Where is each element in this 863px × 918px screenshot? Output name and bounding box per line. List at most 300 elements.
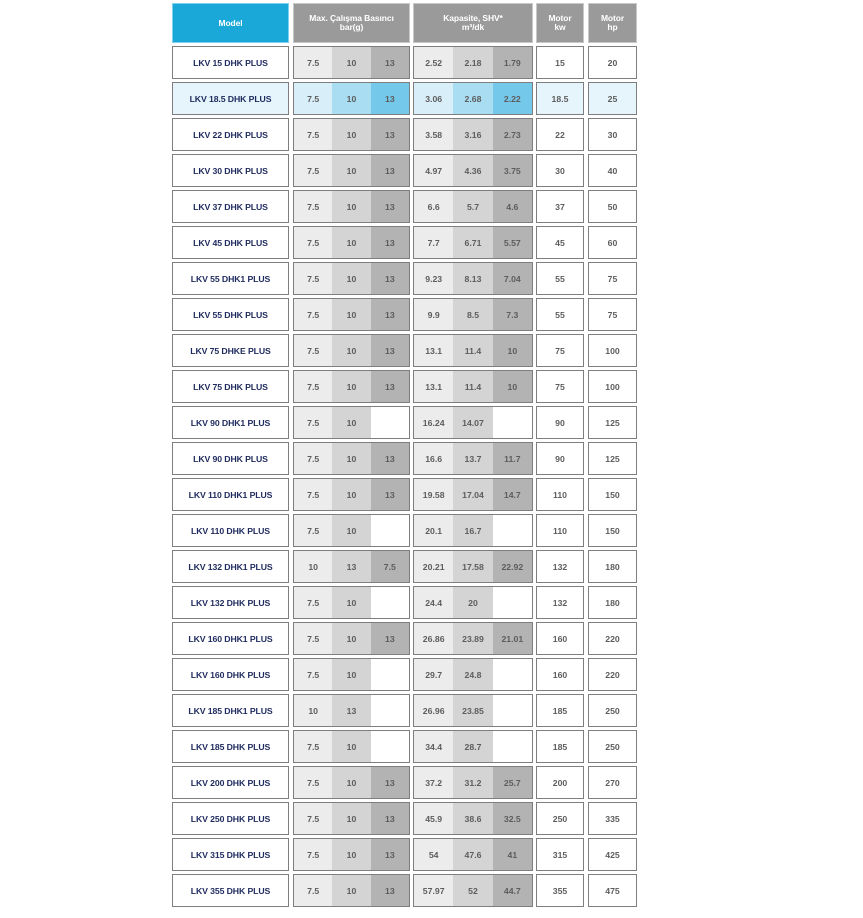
pressure-value: 13 bbox=[371, 191, 409, 222]
capacity-value: 5.7 bbox=[453, 191, 492, 222]
capacity-cell-group bbox=[413, 406, 533, 439]
pressure-cell-group bbox=[293, 514, 410, 547]
capacity-cell-group bbox=[413, 334, 533, 367]
capacity-value: 28.7 bbox=[453, 731, 492, 762]
pressure-cell-group bbox=[293, 838, 410, 871]
pressure-value: 10 bbox=[332, 443, 370, 474]
pressure-value: 10 bbox=[332, 299, 370, 330]
capacity-cell-group bbox=[413, 514, 533, 547]
pressure-value: 10 bbox=[332, 515, 370, 546]
pressure-cell-group bbox=[293, 478, 410, 511]
table-row bbox=[172, 550, 638, 583]
model-cell: LKV 15 DHK PLUS bbox=[172, 46, 289, 79]
capacity-cell-group bbox=[413, 118, 533, 151]
capacity-value: 11.7 bbox=[493, 443, 532, 474]
capacity-value: 2.52 bbox=[414, 47, 453, 78]
model-cell: LKV 37 DHK PLUS bbox=[172, 190, 289, 223]
table-row bbox=[172, 838, 638, 871]
pressure-value: 13 bbox=[371, 839, 409, 870]
pressure-cell-group bbox=[293, 802, 410, 835]
pressure-value bbox=[371, 731, 409, 762]
header-capacity-label: Kapasite, SHV* bbox=[443, 13, 503, 23]
motor-hp-cell: 30 bbox=[588, 118, 637, 151]
pressure-value: 13 bbox=[371, 371, 409, 402]
header-model bbox=[172, 3, 289, 43]
pressure-value bbox=[371, 587, 409, 618]
header-motor-kw-label: Motor bbox=[548, 13, 572, 23]
capacity-value: 22.92 bbox=[493, 551, 532, 582]
header-motor-hp-label: Motor bbox=[600, 13, 625, 23]
pressure-value: 7.5 bbox=[294, 227, 332, 258]
pressure-value bbox=[371, 659, 409, 690]
capacity-cell-group bbox=[413, 190, 533, 223]
header-model-label: Model bbox=[218, 17, 243, 28]
pressure-cell-group bbox=[293, 550, 410, 583]
capacity-value: 13.1 bbox=[414, 371, 453, 402]
capacity-value bbox=[493, 587, 532, 618]
motor-hp-cell: 40 bbox=[588, 154, 637, 187]
pressure-value: 7.5 bbox=[294, 191, 332, 222]
model-cell: LKV 75 DHK PLUS bbox=[172, 370, 289, 403]
capacity-value: 20 bbox=[453, 587, 492, 618]
model-cell: LKV 132 DHK1 PLUS bbox=[172, 550, 289, 583]
table-row bbox=[172, 118, 638, 151]
motor-kw-cell: 15 bbox=[536, 46, 584, 79]
pressure-cell-group bbox=[293, 334, 410, 367]
pressure-value: 13 bbox=[371, 299, 409, 330]
pressure-value bbox=[371, 695, 409, 726]
pressure-value: 10 bbox=[332, 731, 370, 762]
pressure-value: 7.5 bbox=[294, 803, 332, 834]
capacity-cell-group bbox=[413, 262, 533, 295]
motor-kw-cell: 75 bbox=[536, 370, 584, 403]
model-cell: LKV 75 DHKE PLUS bbox=[172, 334, 289, 367]
header-motor-kw-unit: kw bbox=[554, 22, 566, 32]
pressure-cell-group bbox=[293, 442, 410, 475]
capacity-value: 31.2 bbox=[453, 767, 492, 798]
pressure-cell-group bbox=[293, 874, 410, 907]
table-row bbox=[172, 298, 638, 331]
model-cell: LKV 110 DHK1 PLUS bbox=[172, 478, 289, 511]
motor-kw-cell: 185 bbox=[536, 694, 584, 727]
capacity-value: 8.13 bbox=[453, 263, 492, 294]
capacity-value: 1.79 bbox=[493, 47, 532, 78]
pressure-value: 10 bbox=[332, 335, 370, 366]
pressure-cell-group bbox=[293, 190, 410, 223]
capacity-value: 34.4 bbox=[414, 731, 453, 762]
capacity-value: 38.6 bbox=[453, 803, 492, 834]
pressure-value: 7.5 bbox=[294, 623, 332, 654]
pressure-value: 13 bbox=[332, 551, 370, 582]
capacity-value: 17.04 bbox=[453, 479, 492, 510]
pressure-value: 10 bbox=[294, 695, 332, 726]
pressure-value: 10 bbox=[332, 191, 370, 222]
capacity-value: 14.07 bbox=[453, 407, 492, 438]
pressure-cell-group bbox=[293, 766, 410, 799]
pressure-cell-group bbox=[293, 370, 410, 403]
capacity-value: 5.57 bbox=[493, 227, 532, 258]
motor-kw-cell: 37 bbox=[536, 190, 584, 223]
capacity-value: 44.7 bbox=[493, 875, 532, 906]
table-row bbox=[172, 406, 638, 439]
motor-kw-cell: 110 bbox=[536, 514, 584, 547]
motor-hp-cell: 180 bbox=[588, 586, 637, 619]
motor-hp-cell: 220 bbox=[588, 658, 637, 691]
pressure-value: 13 bbox=[371, 155, 409, 186]
pressure-value: 7.5 bbox=[294, 839, 332, 870]
motor-hp-cell: 425 bbox=[588, 838, 637, 871]
capacity-cell-group bbox=[413, 622, 533, 655]
motor-kw-cell: 55 bbox=[536, 262, 584, 295]
pressure-value: 10 bbox=[332, 803, 370, 834]
model-cell: LKV 22 DHK PLUS bbox=[172, 118, 289, 151]
model-cell: LKV 45 DHK PLUS bbox=[172, 226, 289, 259]
pressure-cell-group bbox=[293, 658, 410, 691]
pressure-value: 13 bbox=[371, 479, 409, 510]
capacity-value: 23.89 bbox=[453, 623, 492, 654]
capacity-value: 29.7 bbox=[414, 659, 453, 690]
pressure-cell-group bbox=[293, 262, 410, 295]
capacity-value: 4.6 bbox=[493, 191, 532, 222]
model-cell: LKV 90 DHK PLUS bbox=[172, 442, 289, 475]
model-cell: LKV 315 DHK PLUS bbox=[172, 838, 289, 871]
motor-kw-cell: 315 bbox=[536, 838, 584, 871]
table-row bbox=[172, 442, 638, 475]
pressure-value: 7.5 bbox=[294, 155, 332, 186]
capacity-value: 41 bbox=[493, 839, 532, 870]
motor-hp-cell: 250 bbox=[588, 694, 637, 727]
motor-kw-cell: 30 bbox=[536, 154, 584, 187]
table-row bbox=[172, 82, 638, 115]
capacity-cell-group bbox=[413, 766, 533, 799]
motor-hp-cell: 25 bbox=[588, 82, 637, 115]
capacity-value: 24.8 bbox=[453, 659, 492, 690]
capacity-value: 37.2 bbox=[414, 767, 453, 798]
pressure-value: 7.5 bbox=[294, 479, 332, 510]
capacity-value: 6.6 bbox=[414, 191, 453, 222]
pressure-value: 13 bbox=[332, 695, 370, 726]
capacity-value: 10 bbox=[493, 371, 532, 402]
table-row bbox=[172, 874, 638, 907]
capacity-value: 3.16 bbox=[453, 119, 492, 150]
pressure-value: 7.5 bbox=[294, 875, 332, 906]
pressure-value: 13 bbox=[371, 83, 409, 114]
pressure-value: 10 bbox=[332, 587, 370, 618]
motor-hp-cell: 100 bbox=[588, 334, 637, 367]
header-motor-hp-unit: hp bbox=[607, 22, 618, 32]
pressure-value: 13 bbox=[371, 767, 409, 798]
table-row bbox=[172, 262, 638, 295]
motor-kw-cell: 45 bbox=[536, 226, 584, 259]
pressure-value: 10 bbox=[332, 227, 370, 258]
pressure-value: 10 bbox=[332, 47, 370, 78]
pressure-value: 7.5 bbox=[294, 263, 332, 294]
table-row bbox=[172, 190, 638, 223]
capacity-value: 23.85 bbox=[453, 695, 492, 726]
pressure-value bbox=[371, 515, 409, 546]
motor-kw-cell: 110 bbox=[536, 478, 584, 511]
model-cell: LKV 18.5 DHK PLUS bbox=[172, 82, 289, 115]
pressure-value: 7.5 bbox=[294, 47, 332, 78]
capacity-value: 2.73 bbox=[493, 119, 532, 150]
capacity-value: 16.7 bbox=[453, 515, 492, 546]
motor-kw-cell: 132 bbox=[536, 550, 584, 583]
model-cell: LKV 30 DHK PLUS bbox=[172, 154, 289, 187]
model-cell: LKV 160 DHK1 PLUS bbox=[172, 622, 289, 655]
capacity-value: 16.24 bbox=[414, 407, 453, 438]
model-cell: LKV 355 DHK PLUS bbox=[172, 874, 289, 907]
motor-kw-cell: 185 bbox=[536, 730, 584, 763]
pressure-value: 13 bbox=[371, 335, 409, 366]
motor-hp-cell: 60 bbox=[588, 226, 637, 259]
capacity-value: 2.22 bbox=[493, 83, 532, 114]
capacity-value: 6.71 bbox=[453, 227, 492, 258]
pressure-value: 10 bbox=[332, 263, 370, 294]
capacity-cell-group bbox=[413, 550, 533, 583]
capacity-value: 10 bbox=[493, 335, 532, 366]
motor-hp-cell: 125 bbox=[588, 442, 637, 475]
capacity-cell-group bbox=[413, 586, 533, 619]
capacity-value bbox=[493, 515, 532, 546]
pressure-value: 7.5 bbox=[294, 119, 332, 150]
pressure-value: 13 bbox=[371, 623, 409, 654]
capacity-value: 20.21 bbox=[414, 551, 453, 582]
capacity-value bbox=[493, 695, 532, 726]
spec-table bbox=[172, 3, 638, 907]
table-row bbox=[172, 622, 638, 655]
pressure-cell-group bbox=[293, 622, 410, 655]
header-capacity-unit: m³/dk bbox=[461, 22, 485, 32]
pressure-value: 7.5 bbox=[294, 335, 332, 366]
capacity-value: 7.3 bbox=[493, 299, 532, 330]
pressure-cell-group bbox=[293, 226, 410, 259]
pressure-value: 10 bbox=[332, 623, 370, 654]
capacity-value: 13.7 bbox=[453, 443, 492, 474]
capacity-value: 25.7 bbox=[493, 767, 532, 798]
pressure-value: 7.5 bbox=[294, 731, 332, 762]
capacity-value bbox=[493, 659, 532, 690]
capacity-value: 14.7 bbox=[493, 479, 532, 510]
capacity-cell-group bbox=[413, 694, 533, 727]
motor-kw-cell: 75 bbox=[536, 334, 584, 367]
model-cell: LKV 90 DHK1 PLUS bbox=[172, 406, 289, 439]
model-cell: LKV 55 DHK PLUS bbox=[172, 298, 289, 331]
table-row bbox=[172, 514, 638, 547]
motor-hp-cell: 250 bbox=[588, 730, 637, 763]
pressure-value: 10 bbox=[332, 659, 370, 690]
table-row bbox=[172, 802, 638, 835]
capacity-value: 7.04 bbox=[493, 263, 532, 294]
table-body bbox=[172, 46, 638, 907]
motor-kw-cell: 18.5 bbox=[536, 82, 584, 115]
header-motor-hp bbox=[588, 3, 637, 43]
capacity-value: 3.58 bbox=[414, 119, 453, 150]
motor-kw-cell: 90 bbox=[536, 406, 584, 439]
pressure-value: 10 bbox=[332, 839, 370, 870]
pressure-value: 7.5 bbox=[294, 587, 332, 618]
header-pressure-label: Max. Çalışma Basıncı bbox=[309, 13, 394, 23]
capacity-cell-group bbox=[413, 226, 533, 259]
table-header bbox=[172, 3, 638, 43]
table-row bbox=[172, 766, 638, 799]
capacity-value: 4.97 bbox=[414, 155, 453, 186]
pressure-cell-group bbox=[293, 730, 410, 763]
capacity-value: 47.6 bbox=[453, 839, 492, 870]
pressure-cell-group bbox=[293, 82, 410, 115]
motor-kw-cell: 160 bbox=[536, 622, 584, 655]
capacity-cell-group bbox=[413, 658, 533, 691]
pressure-value: 13 bbox=[371, 443, 409, 474]
capacity-cell-group bbox=[413, 46, 533, 79]
model-cell: LKV 110 DHK PLUS bbox=[172, 514, 289, 547]
motor-kw-cell: 160 bbox=[536, 658, 584, 691]
pressure-value: 13 bbox=[371, 227, 409, 258]
header-pressure bbox=[293, 3, 410, 43]
motor-hp-cell: 100 bbox=[588, 370, 637, 403]
table-row bbox=[172, 730, 638, 763]
pressure-value: 7.5 bbox=[294, 83, 332, 114]
capacity-value: 16.6 bbox=[414, 443, 453, 474]
capacity-value: 54 bbox=[414, 839, 453, 870]
pressure-cell-group bbox=[293, 46, 410, 79]
capacity-value: 11.4 bbox=[453, 371, 492, 402]
capacity-value: 19.58 bbox=[414, 479, 453, 510]
capacity-value: 26.86 bbox=[414, 623, 453, 654]
pressure-value: 10 bbox=[332, 767, 370, 798]
capacity-cell-group bbox=[413, 478, 533, 511]
pressure-value: 10 bbox=[294, 551, 332, 582]
pressure-value: 10 bbox=[332, 407, 370, 438]
capacity-value: 32.5 bbox=[493, 803, 532, 834]
capacity-cell-group bbox=[413, 82, 533, 115]
capacity-value: 11.4 bbox=[453, 335, 492, 366]
capacity-value: 20.1 bbox=[414, 515, 453, 546]
pressure-value: 10 bbox=[332, 83, 370, 114]
pressure-value: 13 bbox=[371, 263, 409, 294]
capacity-cell-group bbox=[413, 370, 533, 403]
motor-kw-cell: 22 bbox=[536, 118, 584, 151]
pressure-cell-group bbox=[293, 694, 410, 727]
pressure-cell-group bbox=[293, 586, 410, 619]
capacity-value bbox=[493, 407, 532, 438]
table-row bbox=[172, 658, 638, 691]
pressure-value: 13 bbox=[371, 47, 409, 78]
pressure-value: 13 bbox=[371, 875, 409, 906]
table-row bbox=[172, 694, 638, 727]
table-row bbox=[172, 478, 638, 511]
motor-kw-cell: 355 bbox=[536, 874, 584, 907]
motor-hp-cell: 50 bbox=[588, 190, 637, 223]
motor-hp-cell: 150 bbox=[588, 478, 637, 511]
pressure-value: 13 bbox=[371, 803, 409, 834]
motor-hp-cell: 220 bbox=[588, 622, 637, 655]
table-row bbox=[172, 370, 638, 403]
pressure-value: 7.5 bbox=[294, 371, 332, 402]
pressure-value: 7.5 bbox=[371, 551, 409, 582]
header-motor-kw bbox=[536, 3, 584, 43]
pressure-value: 7.5 bbox=[294, 407, 332, 438]
motor-hp-cell: 475 bbox=[588, 874, 637, 907]
pressure-cell-group bbox=[293, 154, 410, 187]
motor-hp-cell: 125 bbox=[588, 406, 637, 439]
motor-hp-cell: 270 bbox=[588, 766, 637, 799]
motor-hp-cell: 20 bbox=[588, 46, 637, 79]
capacity-value: 57.97 bbox=[414, 875, 453, 906]
pressure-cell-group bbox=[293, 298, 410, 331]
capacity-value: 8.5 bbox=[453, 299, 492, 330]
pressure-cell-group bbox=[293, 406, 410, 439]
motor-kw-cell: 132 bbox=[536, 586, 584, 619]
motor-hp-cell: 75 bbox=[588, 298, 637, 331]
capacity-cell-group bbox=[413, 730, 533, 763]
table-row bbox=[172, 226, 638, 259]
motor-kw-cell: 90 bbox=[536, 442, 584, 475]
capacity-value: 3.75 bbox=[493, 155, 532, 186]
pressure-value: 7.5 bbox=[294, 443, 332, 474]
motor-kw-cell: 200 bbox=[536, 766, 584, 799]
capacity-cell-group bbox=[413, 298, 533, 331]
pressure-value: 10 bbox=[332, 479, 370, 510]
model-cell: LKV 200 DHK PLUS bbox=[172, 766, 289, 799]
capacity-cell-group bbox=[413, 838, 533, 871]
table-row bbox=[172, 46, 638, 79]
motor-kw-cell: 55 bbox=[536, 298, 584, 331]
model-cell: LKV 132 DHK PLUS bbox=[172, 586, 289, 619]
capacity-value: 9.9 bbox=[414, 299, 453, 330]
capacity-cell-group bbox=[413, 802, 533, 835]
motor-hp-cell: 335 bbox=[588, 802, 637, 835]
pressure-value: 10 bbox=[332, 875, 370, 906]
capacity-value: 4.36 bbox=[453, 155, 492, 186]
capacity-value: 2.68 bbox=[453, 83, 492, 114]
capacity-value: 45.9 bbox=[414, 803, 453, 834]
motor-hp-cell: 180 bbox=[588, 550, 637, 583]
model-cell: LKV 185 DHK PLUS bbox=[172, 730, 289, 763]
pressure-value: 10 bbox=[332, 371, 370, 402]
capacity-cell-group bbox=[413, 874, 533, 907]
capacity-value: 2.18 bbox=[453, 47, 492, 78]
pressure-value: 10 bbox=[332, 155, 370, 186]
header-pressure-unit: bar(g) bbox=[339, 22, 364, 32]
capacity-value: 7.7 bbox=[414, 227, 453, 258]
motor-kw-cell: 250 bbox=[536, 802, 584, 835]
model-cell: LKV 250 DHK PLUS bbox=[172, 802, 289, 835]
capacity-cell-group bbox=[413, 442, 533, 475]
pressure-value: 7.5 bbox=[294, 659, 332, 690]
table-row bbox=[172, 154, 638, 187]
capacity-value: 13.1 bbox=[414, 335, 453, 366]
capacity-value bbox=[493, 731, 532, 762]
capacity-value: 9.23 bbox=[414, 263, 453, 294]
table-row bbox=[172, 586, 638, 619]
capacity-value: 21.01 bbox=[493, 623, 532, 654]
pressure-value bbox=[371, 407, 409, 438]
capacity-value: 3.06 bbox=[414, 83, 453, 114]
pressure-value: 7.5 bbox=[294, 299, 332, 330]
capacity-value: 24.4 bbox=[414, 587, 453, 618]
table-row bbox=[172, 334, 638, 367]
pressure-cell-group bbox=[293, 118, 410, 151]
capacity-value: 26.96 bbox=[414, 695, 453, 726]
capacity-value: 17.58 bbox=[453, 551, 492, 582]
header-capacity bbox=[413, 3, 533, 43]
capacity-value: 52 bbox=[453, 875, 492, 906]
pressure-value: 7.5 bbox=[294, 767, 332, 798]
model-cell: LKV 185 DHK1 PLUS bbox=[172, 694, 289, 727]
motor-hp-cell: 150 bbox=[588, 514, 637, 547]
pressure-value: 13 bbox=[371, 119, 409, 150]
capacity-cell-group bbox=[413, 154, 533, 187]
